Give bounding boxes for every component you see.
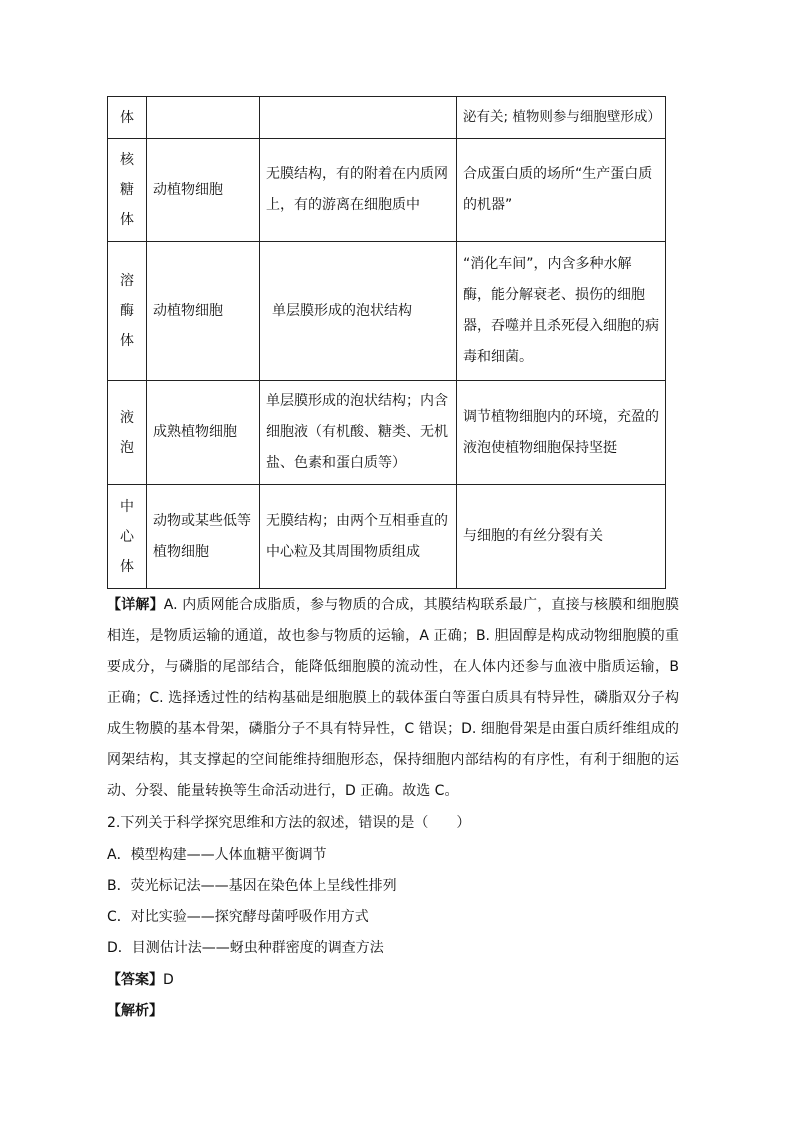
- organelle-table: [107, 96, 666, 589]
- option-d: D．目测估计法——蚜虫种群密度的调查方法: [107, 940, 384, 956]
- organelle-name-cell: [108, 139, 147, 242]
- organelle-name: 液泡: [120, 409, 134, 456]
- table-row: [108, 242, 666, 381]
- distribution-cell: 动植物细胞: [147, 139, 260, 242]
- option-b: B．荧光标记法——基因在染色体上呈线性排列: [107, 878, 397, 894]
- option-a: A．模型构建——人体血糖平衡调节: [107, 847, 327, 863]
- organelle-name: 体: [120, 109, 134, 126]
- structure-cell: 单层膜形成的泡状结构: [260, 242, 457, 381]
- table-row: [108, 485, 666, 589]
- organelle-name-cell: [108, 485, 147, 589]
- analysis-label: 【解析】: [107, 1003, 163, 1019]
- distribution-cell: 动物或某些低等植物细胞: [147, 485, 260, 589]
- distribution-cell: 动植物细胞: [147, 242, 260, 381]
- answer-label: 【答案】: [107, 972, 163, 988]
- answer-line: [107, 965, 679, 996]
- organelle-name: 核糖体: [120, 152, 134, 228]
- function-cell: 泌有关; 植物则参与细胞壁形成）: [457, 97, 666, 139]
- function-cell: 与细胞的有丝分裂有关: [457, 485, 666, 589]
- organelle-name-cell: [108, 381, 147, 485]
- detail-label: 【详解】: [107, 597, 164, 613]
- organelle-name: 中心体: [120, 498, 134, 575]
- organelle-name: 溶酶体: [120, 273, 134, 349]
- function-cell: 合成蛋白质的场所“生产蛋白质的机器”: [457, 139, 666, 242]
- function-cell: 调节植物细胞内的环境，充盈的液泡使植物细胞保持坚挺: [457, 381, 666, 485]
- analysis-line: [107, 996, 679, 1027]
- organelle-name-cell: [108, 97, 147, 139]
- question-stem: 2.下列关于科学探究思维和方法的叙述，错误的是（ ）: [107, 815, 471, 831]
- structure-cell: 无膜结构；由两个互相垂直的中心粒及其周围物质组成: [260, 485, 457, 589]
- structure-cell: 无膜结构，有的附着在内质网上，有的游离在细胞质中: [260, 139, 457, 242]
- table-row: [108, 139, 666, 242]
- structure-cell: 单层膜形成的泡状结构；内含细胞液（有机酸、糖类、无机盐、色素和蛋白质等）: [260, 381, 457, 485]
- organelle-name-cell: [108, 242, 147, 381]
- detail-paragraph: [107, 590, 679, 807]
- function-cell: “消化车间”，内含多种水解酶，能分解衰老、损伤的细胞器，吞噬并且杀死侵入细胞的病毒和细菌。: [457, 242, 666, 381]
- answer-value: D: [163, 972, 174, 988]
- option-c: C．对比实验——探究酵母菌呼吸作用方式: [107, 909, 369, 925]
- detail-text: A. 内质网能合成脂质，参与物质的合成，其膜结构联系最广，直接与核膜和细胞膜相连，是物质运输的通道，故也参与物质的运输，A 正确；B. 胆固醇是构成动物细胞膜的重要成分，与磷脂的尾部结合，能降低细胞膜的流动性，在人体内还参与血液中脂质运输，B 正确；C. 选择透过性的结构基础是细胞膜上的载体蛋白等蛋白质具有特异性，磷脂双分子构成生物膜的基本骨架，磷脂分子不具有特异性，C 错误；D. 细胞骨架是由蛋白质纤维组成的网架结构，其支撑起的空间能维持细胞形态，保持细胞内部结构的有序性，有利于细胞的运动、分裂、能量转换等生命活动进行，D 正确。故选 C。: [107, 597, 679, 799]
- distribution-cell: [147, 97, 260, 139]
- distribution-cell: 成熟植物细胞: [147, 381, 260, 485]
- table-row: [108, 381, 666, 485]
- table-row: [108, 97, 666, 139]
- structure-cell: [260, 97, 457, 139]
